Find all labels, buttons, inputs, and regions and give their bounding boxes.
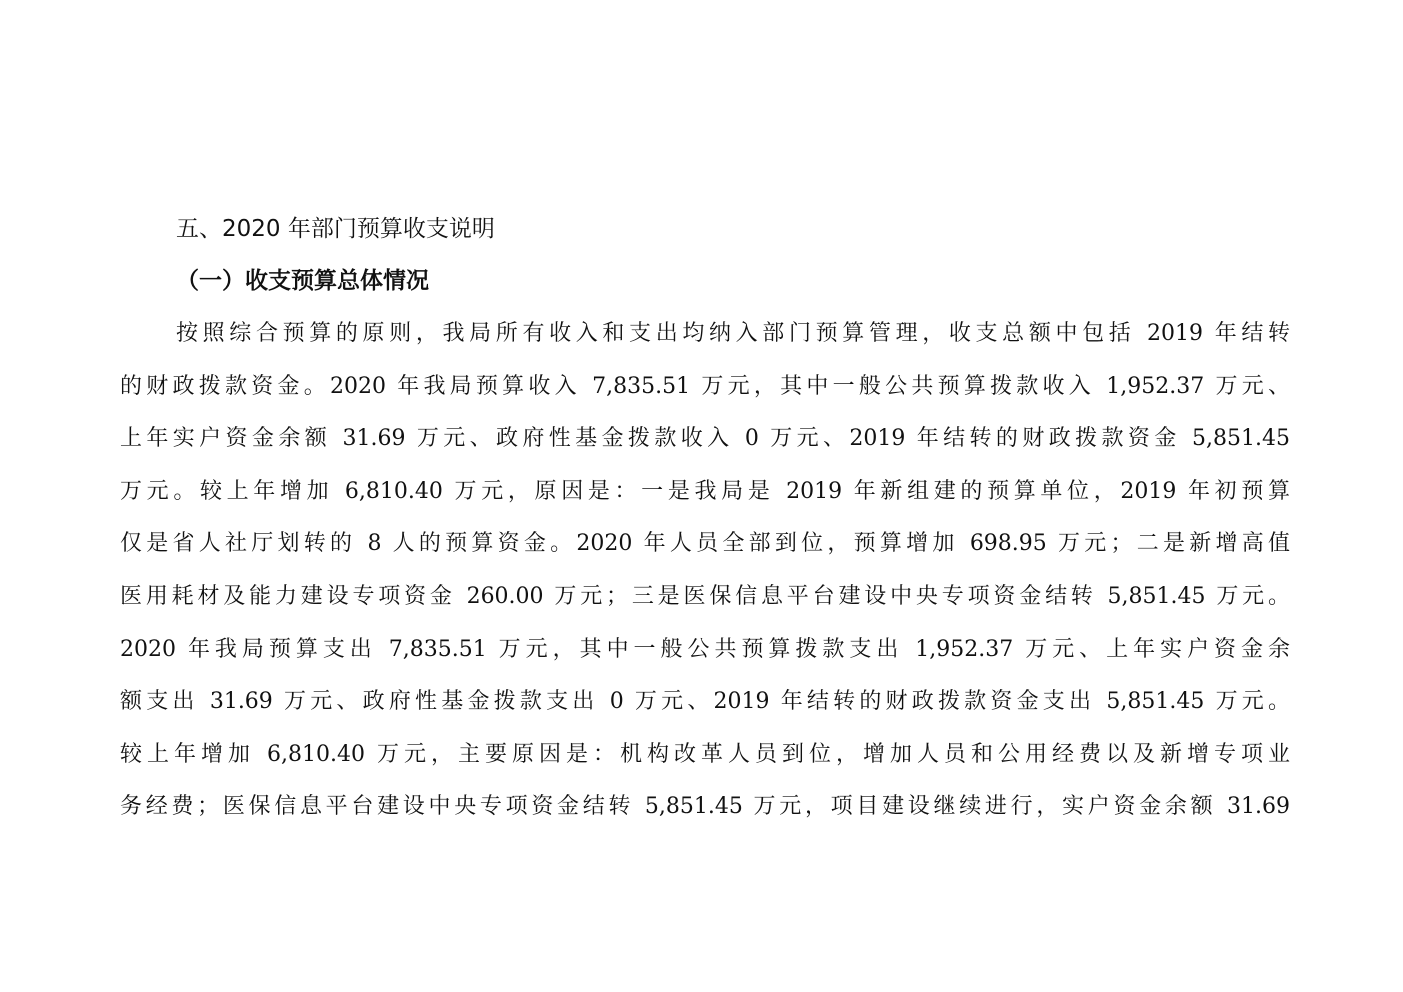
sub-title: （一）收支预算总体情况 <box>176 268 429 294</box>
paragraph-line: 万元。较上年增加 6,810.40 万元，原因是：一是我局是 2019 年新组建的预算单位，2019 年初预算 <box>120 478 1290 504</box>
paragraph-body <box>120 314 1290 840</box>
paragraph-line: 医用耗材及能力建设专项资金 260.00 万元；三是医保信息平台建设中央专项资金结转 5,851.45 万元。 <box>120 583 1290 609</box>
paragraph-line: 的财政拨款资金。2020 年我局预算收入 7,835.51 万元，其中一般公共预算拨款收入 1,952.37 万元、 <box>120 373 1290 399</box>
paragraph-line: 较上年增加 6,810.40 万元，主要原因是：机构改革人员到位，增加人员和公用经费以及新增专项业 <box>120 741 1290 767</box>
paragraph-line: 额支出 31.69 万元、政府性基金拨款支出 0 万元、2019 年结转的财政拨款资金支出 5,851.45 万元。 <box>120 689 1290 715</box>
paragraph-line: 2020 年我局预算支出 7,835.51 万元，其中一般公共预算拨款支出 1,952.37 万元、上年实户资金余 <box>120 636 1290 662</box>
section-title: 五、2020 年部门预算收支说明 <box>176 216 495 242</box>
paragraph-line: 务经费；医保信息平台建设中央专项资金结转 5,851.45 万元，项目建设继续进行，实户资金余额 31.69 <box>120 794 1290 820</box>
paragraph-line: 上年实户资金余额 31.69 万元、政府性基金拨款收入 0 万元、2019 年结转的财政拨款资金 5,851.45 <box>120 426 1290 452</box>
paragraph-line: 按照综合预算的原则，我局所有收入和支出均纳入部门预算管理，收支总额中包括 2019 年结转 <box>176 321 1290 346</box>
paragraph-line: 仅是省人社厅划转的 8 人的预算资金。2020 年人员全部到位，预算增加 698.95 万元；二是新增高值 <box>120 531 1290 557</box>
